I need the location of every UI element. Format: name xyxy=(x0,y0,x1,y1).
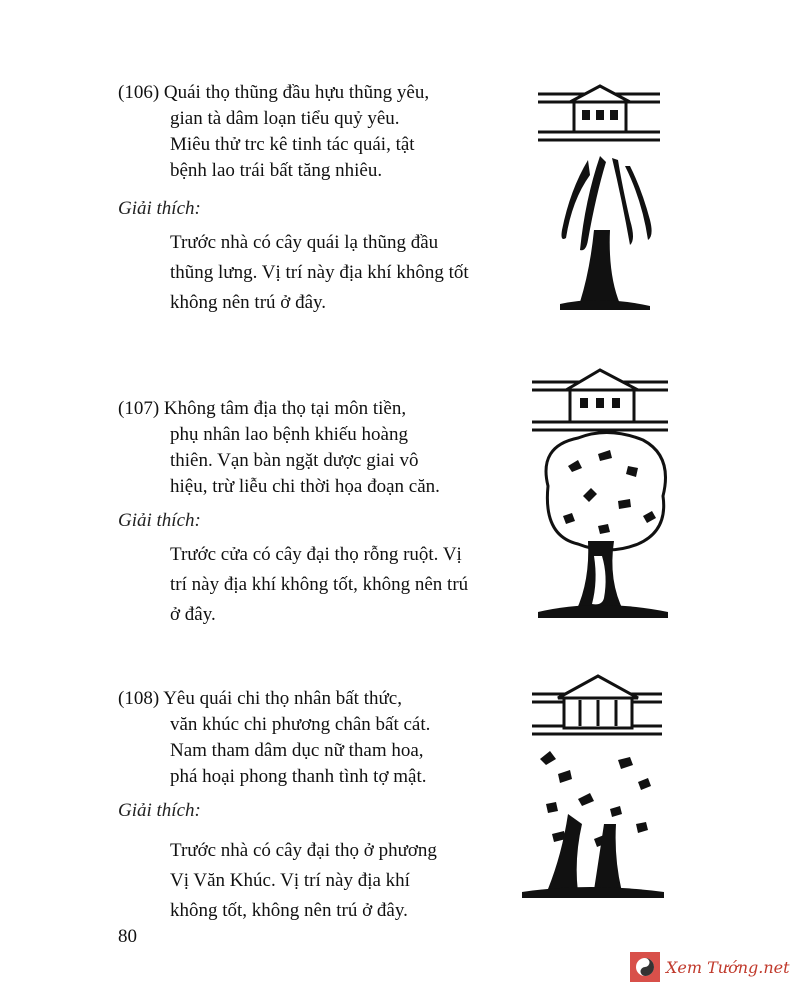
verse xyxy=(118,686,430,790)
explanation-line: trí này địa khí không tốt, không nên trú xyxy=(170,574,469,595)
page-number: 80 xyxy=(118,926,137,947)
explanation xyxy=(170,836,437,926)
watermark-text: Xem Tướng.net xyxy=(666,957,790,977)
verse-line: phá hoại phong thanh tình tợ mật. xyxy=(170,766,427,787)
explanation-line: thũng lưng. Vị trí này địa khí không tốt xyxy=(170,262,469,283)
explanation-line: không tốt, không nên trú ở đây. xyxy=(170,900,408,921)
explanation-line: ở đây. xyxy=(170,604,216,625)
explanation-label: Giải thích: xyxy=(118,510,201,531)
verse-line: (107) Không tâm địa thọ tại môn tiền, xyxy=(118,398,407,419)
verse-line: bệnh lao trái bất tăng nhiêu. xyxy=(170,160,383,181)
verse xyxy=(118,396,440,500)
explanation-line: Trước cửa có cây đại thọ rỗng ruột. Vị xyxy=(170,544,462,565)
watermark-badge xyxy=(630,952,660,982)
yin-yang-icon xyxy=(635,957,655,977)
explanation-label: Giải thích: xyxy=(118,800,201,821)
explanation xyxy=(170,228,469,318)
verse-line: Miêu thử trc kê tinh tác quái, tật xyxy=(170,134,415,155)
verse-line: hiệu, trừ liễu chi thời họa đoạn căn. xyxy=(170,476,440,497)
watermark xyxy=(630,952,790,982)
verse-line: thiên. Vạn bàn ngặt dược giai vô xyxy=(170,450,419,471)
explanation-line: không nên trú ở đây. xyxy=(170,292,327,313)
explanation xyxy=(170,540,468,630)
explanation-label: Giải thích: xyxy=(118,198,201,219)
house-twisted-tree-illustration xyxy=(518,664,668,904)
house-hollow-tree-illustration xyxy=(528,366,678,621)
explanation-line: Vị Văn Khúc. Vị trí này địa khí xyxy=(170,870,410,891)
house-weeping-tree-illustration xyxy=(530,80,670,315)
verse-line: (108) Yêu quái chi thọ nhân bất thức, xyxy=(118,688,402,709)
verse-line: (106) Quái thọ thũng đầu hựu thũng yêu, xyxy=(118,82,430,103)
verse-line: phụ nhân lao bệnh khiếu hoàng xyxy=(170,424,408,445)
explanation-line: Trước nhà có cây đại thọ ở phương xyxy=(170,840,437,861)
verse-line: văn khúc chi phương chân bất cát. xyxy=(170,714,431,735)
verse-line: Nam tham dâm dục nữ tham hoa, xyxy=(170,740,424,761)
verse-line: gian tà dâm loạn tiểu quỷ yêu. xyxy=(170,108,400,129)
verse xyxy=(118,80,429,184)
explanation-line: Trước nhà có cây quái lạ thũng đầu xyxy=(170,232,439,253)
